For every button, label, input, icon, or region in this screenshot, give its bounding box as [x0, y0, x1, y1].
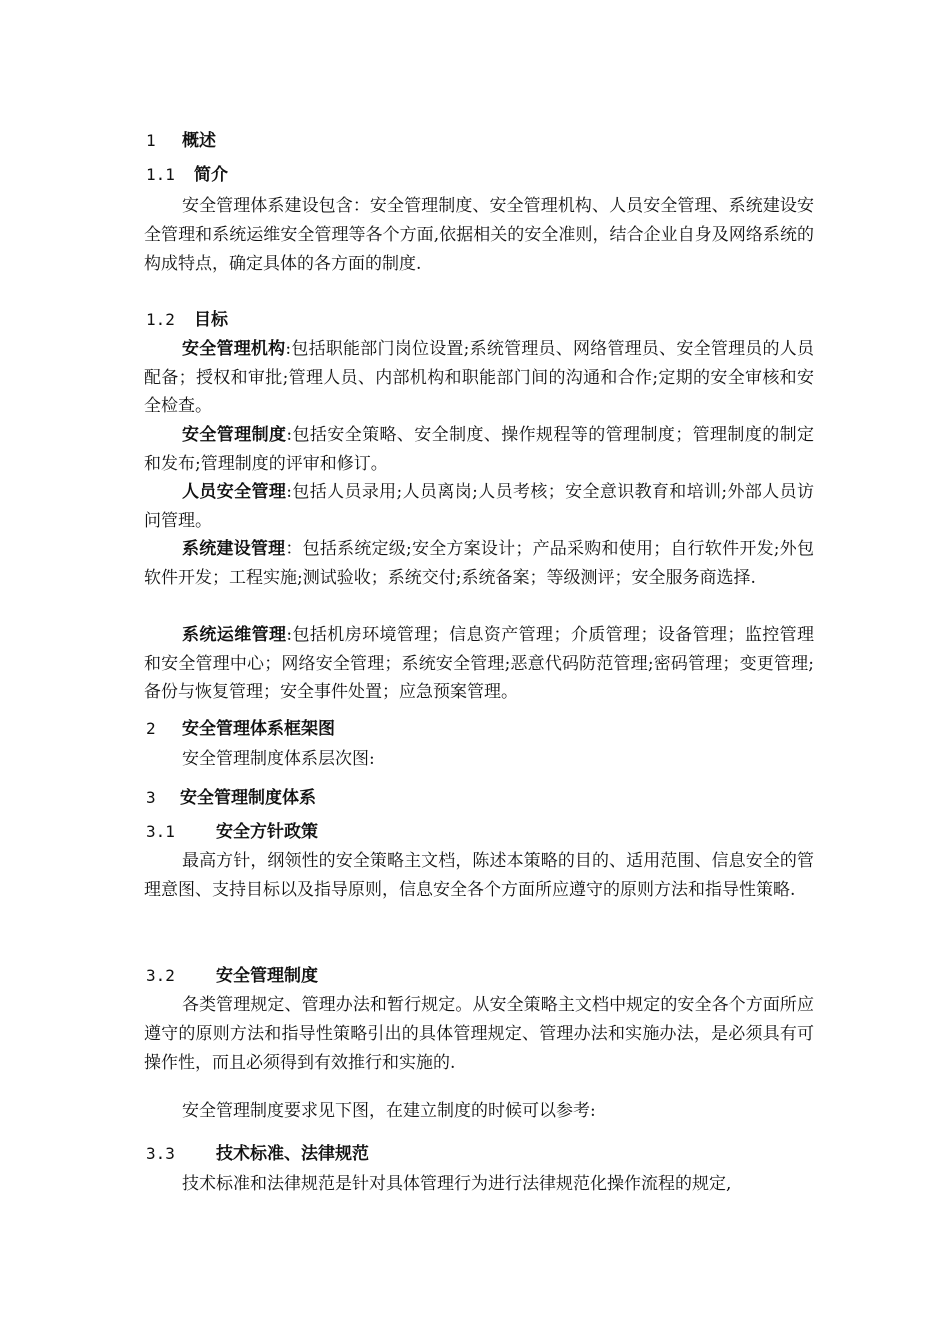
standards-paragraph: 技术标准和法律规范是针对具体管理行为进行法律规范化操作流程的规定, [182, 1174, 732, 1194]
heading-title: 安全管理体系框架图 [182, 719, 335, 739]
rules-paragraph: 各类管理规定、管理办法和暂行规定。从安全策略主文档中规定的安全各个方面所应遵守的原则方法和指导性策略引出的具体管理规定、管理办法和实施办法，是必须具有可操作性，而且必须得到有效推行和实施的. [144, 995, 814, 1073]
goal-term: 人员安全管理 [182, 482, 287, 502]
goal-item [144, 421, 814, 478]
heading-number: 3.2 [146, 966, 175, 985]
heading-number: 2 [146, 719, 156, 738]
heading-title: 技术标准、法律规范 [216, 1144, 369, 1164]
heading-title: 目标 [194, 310, 228, 330]
heading-1-2 [146, 305, 228, 330]
goal-item [144, 335, 814, 421]
policy-paragraph: 最高方针，纲领性的安全策略主文档，陈述本策略的目的、适用范围、信息安全的管理意图、支持目标以及指导原则，信息安全各个方面所应遵守的原则方法和指导性策略. [144, 851, 814, 900]
intro-paragraph: 安全管理体系建设包含：安全管理制度、安全管理机构、人员安全管理、系统建设安全管理和系统运维安全管理等各个方面,依据相关的安全准则，结合企业自身及网络系统的构成特点，确定具体的各方面的制度. [144, 196, 814, 274]
goal-item [144, 478, 814, 535]
heading-3-2 [146, 961, 318, 986]
rules-note-paragraph: 安全管理制度要求见下图，在建立制度的时候可以参考: [182, 1101, 596, 1121]
goal-term: 安全管理制度 [182, 425, 287, 445]
heading-number: 1.1 [146, 165, 175, 184]
goal-text: ：包括系统定级;安全方案设计；产品采购和使用；自行软件开发;外包软件开发；工程实施;测试验收；系统交付;系统备案；等级测评；安全服务商选择. [144, 539, 814, 588]
heading-title: 安全管理制度 [216, 966, 318, 986]
heading-number: 3 [146, 788, 156, 807]
heading-2 [146, 714, 335, 739]
heading-title: 简介 [194, 165, 228, 185]
goal-text: :包括安全策略、安全制度、操作规程等的管理制度；管理制度的制定和发布;管理制度的评审和修订。 [144, 425, 815, 474]
heading-title: 概述 [182, 131, 216, 151]
heading-title: 安全管理制度体系 [180, 788, 316, 808]
heading-number: 1.2 [146, 310, 175, 329]
heading-1 [146, 126, 216, 151]
heading-title: 安全方针政策 [216, 822, 318, 842]
goal-term: 系统运维管理 [182, 625, 287, 645]
heading-1-1 [146, 160, 228, 185]
heading-3 [146, 783, 316, 808]
goal-item [144, 535, 814, 592]
framework-paragraph: 安全管理制度体系层次图: [182, 749, 375, 769]
heading-3-1 [146, 817, 318, 842]
goal-term: 安全管理机构 [182, 339, 286, 359]
heading-number: 3.1 [146, 822, 175, 841]
goal-item [144, 621, 814, 707]
heading-3-3 [146, 1139, 369, 1164]
goal-term: 系统建设管理 [182, 539, 286, 559]
goal-text: :包括机房环境管理；信息资产管理；介质管理；设备管理；监控管理和安全管理中心；网络安全管理；系统安全管理;恶意代码防范管理;密码管理；变更管理;备份与恢复管理；安全事件处置；应急预案管理。 [144, 625, 815, 702]
heading-number: 1 [146, 131, 156, 150]
goal-text: :包括职能部门岗位设置;系统管理员、网络管理员、安全管理员的人员配备；授权和审批;管理人员、内部机构和职能部门间的沟通和合作;定期的安全审核和安全检查。 [144, 339, 814, 416]
heading-number: 3.3 [146, 1144, 175, 1163]
goal-text: :包括人员录用;人员离岗;人员考核；安全意识教育和培训;外部人员访问管理。 [144, 482, 814, 531]
